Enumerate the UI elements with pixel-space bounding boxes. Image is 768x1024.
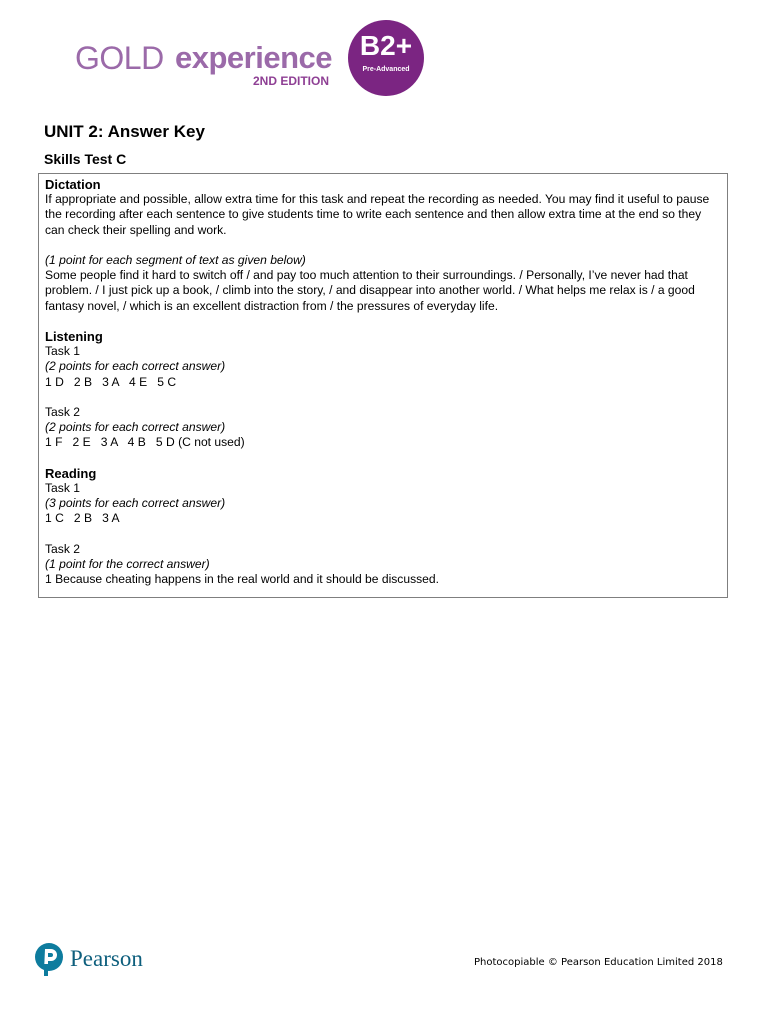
reading-task2-points: (1 point for the correct answer) xyxy=(45,557,210,571)
level-badge xyxy=(348,20,424,96)
dictation-heading: Dictation xyxy=(45,177,101,192)
logo-experience-text: experience xyxy=(175,40,332,75)
dictation-text: Some people find it hard to switch off / and pay too much attention to their surroundings. / Personally, I’ve never had that problem. / I just pick up a book, / climb into the story, / and disappear into another world. / What helps me relax is / a good fantasy novel, / which is an excellent distraction from / the pressures of everyday life. xyxy=(45,268,695,313)
listening-task1-label: Task 1 xyxy=(45,344,80,359)
listening-heading: Listening xyxy=(45,329,103,344)
pearson-wordmark: Pearson xyxy=(70,946,143,971)
reading-task2-label: Task 2 xyxy=(45,541,80,556)
listening-task2-label: Task 2 xyxy=(45,405,80,419)
dictation-points: (1 point for each segment of text as given below) xyxy=(45,253,306,267)
listening-task1-points: (2 points for each correct answer) xyxy=(45,359,226,374)
reading-task1-points: (3 points for each correct answer) xyxy=(45,496,226,511)
reading-task1-label: Task 1 xyxy=(45,481,80,495)
pearson-logo xyxy=(32,940,162,984)
listening-task2-answers: 1 F 2 E 3 A 4 B 5 D (C not used) xyxy=(45,435,245,450)
page-subtitle: Skills Test C xyxy=(44,151,127,167)
answer-key-box xyxy=(38,173,728,598)
reading-task2-answers: 1 Because cheating happens in the real world and it should be discussed. xyxy=(45,572,439,587)
logo-gold-text: GOLD xyxy=(75,40,164,76)
pearson-p-icon xyxy=(34,942,64,978)
dictation-intro: If appropriate and possible, allow extra time for this task and repeat the recording as needed. You may find it useful to pause the recording after each sentence to give students time to write each sentence and then allow extra time at the end so they can check their spelling and work. xyxy=(45,192,710,237)
listening-task2-points: (2 points for each correct answer) xyxy=(45,420,226,435)
listening-task1-answers: 1 D 2 B 3 A 4 E 5 C xyxy=(45,374,177,389)
copyright-notice: Photocopiable © Pearson Education Limited 2018 xyxy=(474,957,723,968)
level-badge-label: B2+ xyxy=(359,30,413,61)
gold-experience-logo xyxy=(75,18,435,106)
level-badge-sublabel: Pre-Advanced xyxy=(362,66,410,73)
page-title: UNIT 2: Answer Key xyxy=(44,122,205,141)
logo-edition-text: 2ND EDITION xyxy=(253,74,330,88)
reading-task1-answers: 1 C 2 B 3 A xyxy=(45,511,120,526)
reading-heading: Reading xyxy=(45,465,97,481)
